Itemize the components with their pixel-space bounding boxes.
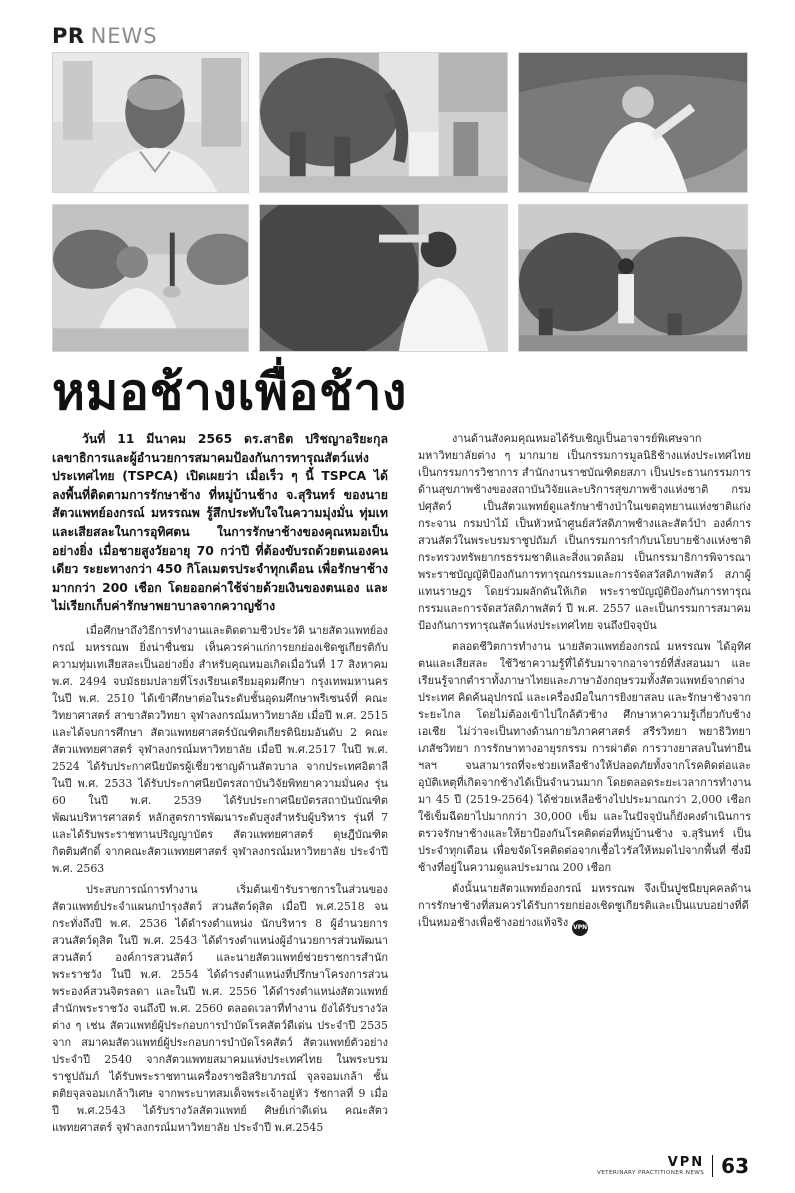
footer-brand — [597, 1156, 704, 1177]
vpn-end-badge-icon: VPN — [572, 920, 588, 936]
footer-divider — [712, 1155, 713, 1177]
article-paragraph: เมื่อศึกษาถึงวิธีการทำงานและติดตามชีวประวัติ นายสัตวแพทย์องกรณ์ มหรรณพ ยิ่งน่าชื่นชม เห็นควรค่าแก่การยกย่องเชิดชูเกียรติกับความทุ่มเทเสียสละเป็นอย่างยิ่ง สำหรับคุณหมอเกิดเมื่อวันที่ 17 สิงหาคม พ.ศ. 2494 จบมัธยมปลายที่โรงเรียนเตรียมอุดมศึกษา กรุงเทพมหานคร ในปี พ.ศ. 2510 ได้เข้าศึกษาต่อในระดับชั้นอุดมศึกษาพรีเซนจ์ที่ คณะวิทยาศาสตร์ สาขาสัตววิทยา จุฬาลงกรณ์มหาวิทยาลัย เมื่อปี พ.ศ. 2515 และได้จบการศึกษา สัตวแพทยศาสตร์บัณฑิตเกียรตินิยมอันดับ 2 คณะสัตวแพทยศาสตร์ จุฬาลงกรณ์มหาวิทยาลัย เมื่อปี พ.ศ.2517 ในปี พ.ศ. 2524 ได้รับประกาศนียบัตรผู้เชี่ยวชาญด้านสัตวบาล จากประเทศอิตาลี ในปี พ.ศ. 2533 ได้รับประกาศนียบัตรสถาบันวิจัยพิทยาความมั่นคง รุ่น 60 ในปี พ.ศ. 2539 ได้รับประกาศนียบัตรสถาบันบัณฑิตพัฒนบริหารศาสตร์ หลักสูตรการพัฒนาระดับสูงสำหรับผู้บริหาร รุ่นที่ 7 และได้รับพระราชทานปริญญาบัตร สัตวแพทยศาสตร์ ดุษฎีบัณฑิตกิตติมศักดิ์ จากคณะสัตวแพทยศาสตร์ จุฬาลงกรณ์มหาวิทยาลัย ประจำปี พ.ศ. 2563 — [52, 623, 388, 875]
article-paragraph: ตลอดชีวิตการทำงาน นายสัตวแพทย์องกรณ์ มหรรณพ ได้อุทิศตนและเสียสละ ใช้วิชาความรู้ที่ได้รับมาจากอาจารย์ที่สั่งสอนมา และเรียนรู้จากตำราทั้งภาษาไทยและภาษาอังกฤษรวมทั้งสัตวแพทย์จากต่างประเทศ คิดค้นอุปกรณ์ และเครื่องมือในการยิงยาสลบ และรักษาช้างจากระยะไกล โดยไม่ต้องเข้าไปใกล้ตัวช้าง ศึกษาหาความรู้เกี่ยวกับช้างเอเชีย ไม่ว่าจะเป็นทางด้านกายวิภาคศาสตร์ สรีรวิทยา พยาธิวิทยา เภสัชวิทยา การรักษาทางอายุรกรรม การผ่าตัด การวางยาสลบในท่ายืน ฯลฯ จนสามารถที่จะช่วยเหลือช้างให้ปลอดภัยทั้งจากโรคติดต่อและอุบัติเหตุที่เกิดจากช้างได้เป็นจำนวนมาก โดยตลอดระยะเวลาการทำงานมา 45 ปี (2519-2564) ได้ช่วยเหลือช้างไปประมาณกว่า 2,000 เชือก ใช้เข็มฉีดยาไปมากกว่า 30,000 เข็ม และในปัจจุบันก็ยังคงดำเนินการตรวจรักษาช้างและให้ยาป้องกันโรคติดต่อที่หมู่บ้านช้าง จ.สุรินทร์ เป็นประจำทุกเดือน เพื่อขจัดโรคติดต่อจากเชื้อไวรัสให้หมดไปจากพื้นที่ ซึ่งมีช้างที่อยู่ในความดูแลประมาณ 200 เชือก — [418, 640, 751, 874]
photo-grid — [52, 52, 748, 352]
article-column-right — [418, 430, 751, 940]
photo-elephant-group — [518, 204, 748, 352]
section-label-bold: PR — [52, 24, 85, 48]
photo-vet-with-syringe — [52, 204, 249, 352]
photo-elephant-treatment — [259, 52, 508, 193]
article-paragraph-text: ดังนั้นนายสัตวแพทย์องกรณ์ มหรรณพ จึงเป็นปูชนียบุคคลด้านการรักษาช้างที่สมควรได้รับการยกย่องเชิดชูเกียรติและเป็นแบบอย่างที่ดี เป็นหมอช้างเพื่อช้างอย่างแท้จริง — [418, 882, 751, 929]
photo-vet-treating-elephant — [518, 52, 748, 193]
section-header — [52, 24, 158, 48]
page-number: 63 — [721, 1154, 749, 1178]
article-column-left — [52, 430, 388, 1140]
article-lead: วันที่ 11 มีนาคม 2565 ดร.สาธิต ปริชญาอริยะกุล เลขาธิการและผู้อำนวยการสมาคมป้องกันการทารุณสัตว์แห่งประเทศไทย (TSPCA) เปิดเผยว่า เมื่อเร็ว ๆ นี้ TSPCA ได้ลงพื้นที่ติดตามการรักษาช้าง ที่หมู่บ้านช้าง จ.สุรินทร์ ของนายสัตวแพทย์องกรณ์ มหรรณพ รู้สึกประทับใจในความมุ่งมั่น ทุ่มเทและเสียสละในการอุทิศตน ในการรักษาช้างของคุณหมอเป็นอย่างยิ่ง เมื่อชายสูงวัยอายุ 70 กว่าปี ที่ต้องขับรถด้วยตนเองคนเดียว ระยะทางกว่า 450 กิโลเมตรประจำทุกเดือน เพื่อรักษาช้างมากกว่า 200 เชือก โดยออกค่าใช้จ่ายด้วยเงินของตนเอง และไม่เรียกเก็บค่ารักษาพยาบาลจากควาญช้าง — [52, 432, 388, 614]
page-footer — [597, 1149, 749, 1177]
section-label-light: NEWS — [90, 24, 158, 48]
article-paragraph: ประสบการณ์การทำงาน เริ่มต้นเข้ารับราชการในส่วนของ สัตวแพทย์ประจำแผนกบำรุงสัตว์ สวนสัตว์ดุสิต เมื่อปี พ.ศ.2518 จนกระทั่งถึงปี พ.ศ. 2536 ได้ดำรงตำแหน่ง นักบริหาร 8 ผู้อำนวยการสวนสัตว์ดุสิต ในปี พ.ศ. 2543 ได้ดำรงตำแหน่งผู้อำนวยการส่วนพัฒนาสวนสัตว์ องค์การสวนสัตว์ และนายสัตวแพทย์ช่วยราชการสำนักพระราชวัง ในปี พ.ศ. 2554 ได้ดำรงตำแหน่งที่ปรึกษาโครงการส่วนพระองค์สวนจิตรลดา และในปี พ.ศ. 2556 ได้ดำรงตำแหน่งสัตวแพทย์สำนักพระราชวัง จนถึงปี พ.ศ. 2560 ตลอดเวลาที่ทำงาน ยังได้รับรางวัลต่าง ๆ เช่น สัตวแพทย์ผู้ประกอบการบำบัดโรคสัตว์ดีเด่น ประจำปี 2535 จาก สมาคมสัตวแพทย์ผู้ประกอบการบำบัดโรคสัตว์ สัตวแพทย์ตัวอย่าง ประจำปี 2540 จากสัตวแพทยสมาคมแห่งประเทศไทย ในพระบรมราชูปถัมภ์ ได้รับพระราชทานเครื่องราชอิสริยาภรณ์ จุลจอมเกล้า ชั้นตติยจุลจอมเกล้าวิเศษ จากพระบาทสมเด็จพระเจ้าอยู่หัว รัชกาลที่ 9 เมื่อปี พ.ศ.2543 ได้รับรางวัลสัตวแพทย์ ศิษย์เก่าดีเด่น คณะสัตวแพทยศาสตร์ จุฬาลงกรณ์มหาวิทยาลัย ประจำปี พ.ศ.2545 — [52, 882, 388, 1134]
footer-logo: VPN — [667, 1155, 705, 1170]
article-paragraph-final — [418, 880, 751, 936]
article-title: หมอช้างเพื่อช้าง — [52, 363, 407, 421]
photo-vet-portrait — [52, 52, 249, 193]
footer-subtitle: VETERINARY PRACTITIONER NEWS — [596, 1170, 705, 1176]
article-paragraph: งานด้านสังคมคุณหมอได้รับเชิญเป็นอาจารย์พิเศษจากมหาวิทยาลัยต่าง ๆ มากมาย เป็นกรรมการมูลนิธิช้างแห่งประเทศไทย เป็นกรรมการวิชาการ สำนักงานราชบัณฑิตยสภา เป็นประธานกรรมการด้านสุขภาพช้างของสถาบันวิจัยและบริการสุขภาพช้างแห่งชาติ กรมปศุสัตว์ เป็นสัตวแพทย์ดูแลรักษาช้างป่าในเขตอุทยานแห่งชาติแก่งกระจาน กรมป่าไม้ เป็นหัวหน้าศูนย์สวัสดิภาพช้างและสัตว์ป่า องค์การสวนสัตว์ในพระบรมราชูปถัมภ์ เป็นกรรมการกำกับนโยบายช้างแห่งชาติ กระทรวงทรัพยากรธรรมชาติและสิ่งแวดล้อม เป็นกรรมาธิการพิจารณาพระราชบัญญัติป้องกันการทารุณกรรมและการจัดสวัสดิภาพสัตว์ สภาผู้แทนราษฎร โดยร่วมผลักดันให้เกิด พระราชบัญญัติป้องกันการทารุณกรรมและการจัดสวัสดิภาพสัตว์ ปี พ.ศ. 2557 และเป็นกรรมการสมาคมป้องกันการทารุณสัตว์แห่งประเทศไทย จนถึงปัจจุบัน — [418, 432, 751, 632]
photo-elephant-checkup — [259, 204, 508, 352]
